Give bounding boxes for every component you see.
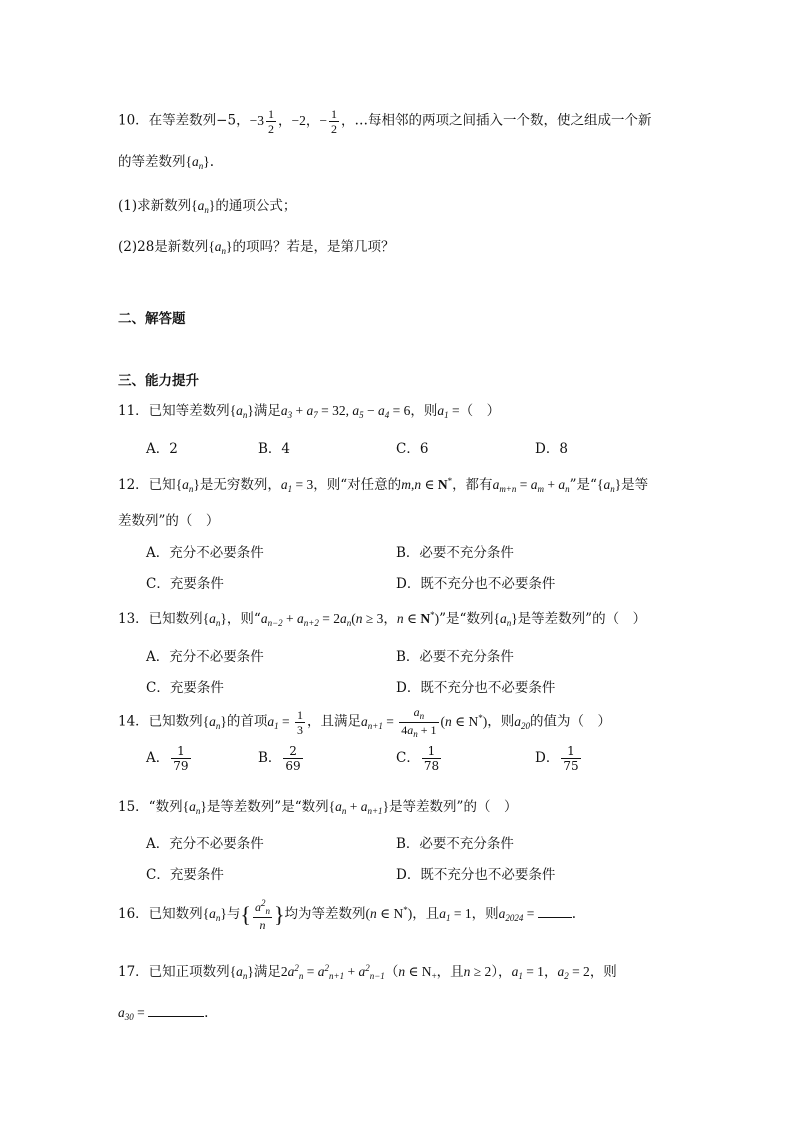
q16-domain: (n ∈ N*): [365, 905, 413, 922]
q15-seq-sum: $\{a_n + a_{n+1}\}$: [328, 799, 390, 816]
q14-recurrence: $a_{n+1}$ = $\frac{a_n}{4a_n + 1}$ (n ∈ N*): [361, 705, 488, 739]
q16-seq: $\{a_n\}$: [202, 906, 227, 924]
q16-a1: $a_1 = 1$: [439, 906, 472, 924]
q16-text-b: 与: [226, 906, 241, 923]
q13-option-d[interactable]: D．既不充分也不必要条件: [396, 680, 556, 696]
q10-part1-seq: $\{a_n\}$: [191, 198, 216, 215]
q14-option-a-letter: A．: [146, 750, 170, 766]
q15-text-c: 是等差数列”的（ ）: [389, 799, 518, 815]
q12-text-f: 是等: [621, 477, 649, 493]
q14-option-b[interactable]: [258, 745, 305, 772]
section-heading-2: 二、解答题: [118, 311, 186, 327]
q11-option-a[interactable]: A．2: [146, 441, 178, 457]
q11-option-d[interactable]: D．8: [535, 441, 568, 457]
q16-target: $a_{2024}$ =: [498, 906, 538, 924]
q11-text-b: 满足: [253, 403, 281, 419]
q13-text-a: 13．已知数列: [118, 611, 203, 627]
q15-option-b[interactable]: B．必要不充分条件: [396, 836, 514, 852]
q12-seq-2: $\{a_n\}$: [596, 477, 622, 494]
q11-text-d: （ ）: [459, 403, 501, 419]
q10-part1-text: (1)求新数列: [118, 198, 192, 214]
question-16-stem: [118, 899, 576, 931]
q17-text-d: ，且: [436, 964, 464, 980]
q14-option-c-num: 1: [422, 745, 441, 759]
q17-text-e: ），: [491, 964, 512, 980]
question-12-line-2: 差数列”的（ ）: [118, 513, 220, 529]
q11-seq: $\{a_n\}$: [229, 403, 254, 420]
q14-option-c[interactable]: [396, 745, 443, 772]
q16-text-f: .: [571, 906, 577, 923]
q12-option-b[interactable]: B．必要不充分条件: [396, 545, 514, 561]
q15-option-d[interactable]: D．既不充分也不必要条件: [396, 867, 556, 883]
q17-target: $a_{30}$ =: [118, 1005, 149, 1022]
q10-part2-text: (2)28是新数列: [118, 239, 209, 255]
question-15-stem: [118, 795, 517, 816]
q13-text-c: ”是“数列: [439, 611, 494, 627]
q13-option-a[interactable]: A．充分不必要条件: [146, 649, 264, 665]
question-10-part-2: [118, 235, 395, 256]
question-11-stem: [118, 399, 500, 420]
q11-text-c: ，则: [410, 403, 438, 419]
q10-text-a: 10．在等差数列−5，: [118, 112, 250, 129]
q12-text-a: 12．已知: [118, 477, 176, 493]
q17-a1: $a_1 = 1$: [511, 964, 544, 981]
q14-text-b: 的首项: [226, 713, 268, 730]
q10-seq-an: $\{a_n\}$: [185, 154, 210, 171]
q17-domain: n ∈ $N_+$: [398, 964, 437, 981]
question-10-part-1: [118, 194, 296, 215]
q13-text-b: ，则“: [226, 611, 261, 627]
q17-n-ge-2: n ≥ 2: [463, 964, 492, 979]
q16-seq-2: { $\frac{a^2_n}{n}$ }: [240, 898, 285, 932]
q10-part2-seq: $\{a_n\}$: [208, 239, 233, 256]
q12-text-b: 是无穷数列，: [199, 477, 281, 493]
q14-seq: $\{a_n\}$: [202, 713, 227, 731]
q12-relation: $a_{m+n} = a_m + a_n$: [492, 477, 570, 494]
q14-option-b-letter: B．: [258, 750, 282, 766]
q10-text-b: …每相邻的两项之间插入一个数，使之组成一个新: [354, 112, 652, 129]
q14-option-b-den: 69: [285, 759, 301, 773]
q14-option-d-den: 75: [563, 759, 579, 773]
q14-option-d[interactable]: [535, 745, 583, 772]
q15-option-c[interactable]: C．充要条件: [146, 867, 224, 883]
q12-a1: $a_1 = 3$: [280, 477, 314, 494]
q13-option-c[interactable]: C．充要条件: [146, 680, 224, 696]
q14-option-a[interactable]: [146, 745, 193, 772]
question-10-line-1: [118, 108, 651, 135]
q12-text-d: ，都有: [452, 477, 493, 493]
q12-option-d[interactable]: D．既不充分也不必要条件: [396, 576, 556, 592]
question-14-stem: [118, 706, 611, 739]
q14-option-d-num: 1: [561, 745, 580, 759]
q11-text-a: 11．已知等差数列: [118, 403, 230, 419]
q17-text-f: ，: [543, 964, 558, 980]
q11-option-b[interactable]: B．4: [258, 441, 291, 457]
q12-mn: m,n ∈ N*: [401, 476, 453, 492]
q16-text-d: ，且: [412, 906, 440, 923]
q12-seq: $\{a_n\}$: [175, 477, 200, 494]
q16-text-a: 16．已知数列: [118, 906, 203, 923]
q10-part2-tail: 的项吗？若是，是第几项？: [232, 239, 395, 255]
question-12-stem: [118, 473, 648, 494]
q12-text-c: ，则“对任意的: [313, 477, 402, 493]
q17-text-c: （: [384, 964, 399, 980]
q12-option-c[interactable]: C．充要条件: [146, 576, 224, 592]
question-17-line-2: [118, 1004, 208, 1022]
question-10-line-2: 的等差数列$\{a_n\}$.: [118, 154, 215, 171]
q17-text-b: 满足: [253, 964, 281, 980]
q16-text-c: 均为等差数列: [284, 906, 366, 923]
q14-option-b-num: 2: [283, 745, 302, 759]
q15-text-b: 是等差数列”是“数列: [206, 799, 329, 815]
q14-text-e: 的值为（ ）: [530, 713, 612, 730]
q15-text-a: 15．“数列: [118, 799, 183, 815]
q16-text-e: ，则: [471, 906, 499, 923]
q11-condition: $a_3 + a_7 = 32$, $a_5 - a_4 = 6$: [280, 403, 411, 420]
q14-option-c-den: 78: [423, 759, 440, 773]
q14-target: $a_{20}$: [514, 713, 531, 731]
q16-answer-blank[interactable]: [538, 905, 572, 918]
q10-line2-text: 的等差数列: [118, 154, 186, 170]
q12-text-e: ”是“: [569, 477, 597, 493]
q14-text-c: ，且满足: [307, 713, 362, 730]
question-13-stem: [118, 607, 646, 628]
q17-text-g: ，则: [589, 964, 617, 980]
q10-part1-tail: 的通项公式；: [215, 198, 297, 214]
q14-text-d: ，则: [487, 713, 515, 730]
q13-seq: $\{a_n\}$: [202, 611, 227, 628]
q11-option-c[interactable]: C．6: [396, 441, 429, 457]
q14-option-c-letter: C．: [396, 750, 420, 766]
q13-seq-2: $\{a_n\}$: [493, 611, 518, 628]
section-heading-3: 三、能力提升: [118, 373, 199, 389]
q17-seq: $\{a_n\}$: [229, 964, 254, 981]
q14-option-a-den: 79: [173, 759, 189, 773]
q14-option-d-letter: D．: [535, 750, 560, 766]
question-17-stem: [118, 960, 617, 981]
q14-text-a: 14．已知数列: [118, 713, 203, 730]
q17-text-h: .: [204, 1005, 209, 1021]
q17-answer-blank[interactable]: [148, 1004, 204, 1017]
q13-text-d: 是等差数列”的（ ）: [517, 611, 647, 627]
q12-option-a[interactable]: A．充分不必要条件: [146, 545, 264, 561]
q11-target: $a_1$ =: [437, 403, 460, 420]
q17-a2: $a_2 = 2$: [557, 964, 590, 981]
q17-relation: $2a^2_n = a^2_{n+1} + a^2_{n-1}$: [280, 963, 385, 981]
q13-option-b[interactable]: B．必要不充分条件: [396, 649, 514, 665]
q15-option-a[interactable]: A．充分不必要条件: [146, 836, 264, 852]
q13-condition: $a_{n-2} + a_{n+2} = 2a_n(n \ge 3$，n ∈ N*): [260, 610, 440, 628]
q17-text-a: 17．已知正项数列: [118, 964, 230, 980]
q14-a1: $a_1$ = $\frac{1}{3}$: [267, 708, 304, 737]
q10-sequence-terms: −3 $\frac{1}{2}$ ，−2，− $\frac{1}{2}$ ，: [249, 107, 355, 136]
q15-seq: $\{a_n\}$: [182, 799, 207, 816]
q14-option-a-num: 1: [171, 745, 190, 759]
